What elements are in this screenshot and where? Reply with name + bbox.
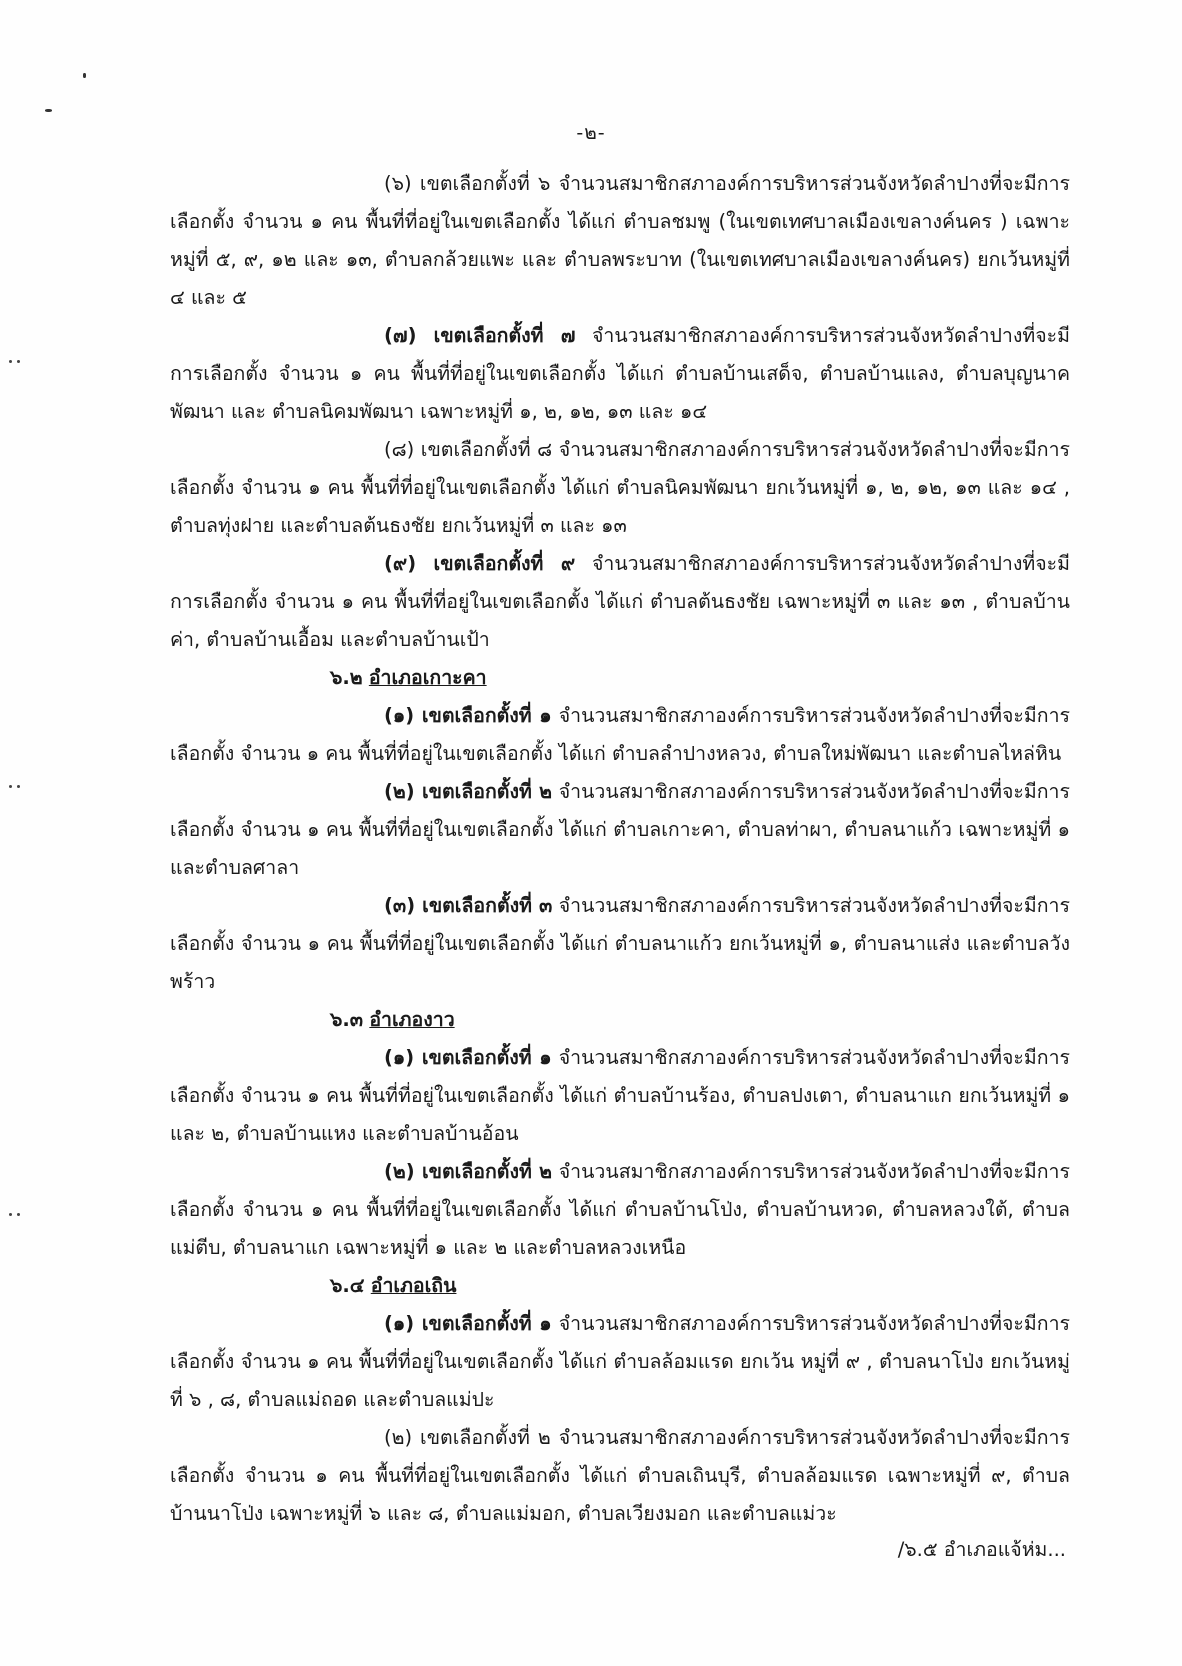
constituency-heading: (๖) เขตเลือกตั้งที่ ๖ xyxy=(384,172,551,195)
constituency-description: จำนวนสมาชิกสภาองค์การบริหารส่วนจังหวัดลำปางที่จะมีการเลือกตั้ง จำนวน ๑ คน พื้นที่ที่อยู่ในเขตเลือกตั้ง ได้แก่ ตำบลบ้านร้อง, ตำบลปงเตา, ตำบลนาแก ยกเว้นหมู่ที่ ๑ และ ๒, ตำบลบ้านแหง และตำบลบ้านอ้อน xyxy=(170,1046,1070,1145)
constituency-description: จำนวนสมาชิกสภาองค์การบริหารส่วนจังหวัดลำปางที่จะมีการเลือกตั้ง จำนวน ๑ คน พื้นที่ที่อยู่ในเขตเลือกตั้ง ได้แก่ ตำบลต้นธงชัย เฉพาะหมู่ที่ ๓ และ ๑๓ , ตำบลบ้านค่า, ตำบลบ้านเอื้อม และตำบลบ้านเป้า xyxy=(170,552,1070,651)
document-body xyxy=(170,165,1070,1533)
constituency-description: จำนวนสมาชิกสภาองค์การบริหารส่วนจังหวัดลำปางที่จะมีการเลือกตั้ง จำนวน ๑ คน พื้นที่ที่อยู่ในเขตเลือกตั้ง ได้แก่ ตำบลนิคมพัฒนา ยกเว้นหมู่ที่ ๑, ๒, ๑๒, ๑๓ และ ๑๔ , ตำบลทุ่งฝาย และตำบลต้นธงชัย ยกเว้นหมู่ที่ ๓ และ ๑๓ xyxy=(170,438,1070,537)
constituency-paragraph xyxy=(170,1039,1070,1153)
district-section-6-4 xyxy=(170,1267,1070,1533)
district-heading xyxy=(170,1001,1070,1039)
constituency-paragraph xyxy=(170,887,1070,1001)
constituency-heading: (๓) เขตเลือกตั้งที่ ๓ xyxy=(384,894,553,917)
constituency-heading: (๒) เขตเลือกตั้งที่ ๒ xyxy=(384,1160,552,1183)
margin-dots xyxy=(9,1213,12,1216)
scan-speck xyxy=(45,109,52,112)
constituency-heading: (๑) เขตเลือกตั้งที่ ๑ xyxy=(384,1312,552,1335)
constituency-description: จำนวนสมาชิกสภาองค์การบริหารส่วนจังหวัดลำปางที่จะมีการเลือกตั้ง จำนวน ๑ คน พื้นที่ที่อยู่ในเขตเลือกตั้ง ได้แก่ ตำบลลำปางหลวง, ตำบลใหม่พัฒนา และตำบลไหล่หิน xyxy=(170,704,1070,765)
constituency-paragraph xyxy=(170,1153,1070,1267)
district-heading xyxy=(170,659,1070,697)
constituency-description: จำนวนสมาชิกสภาองค์การบริหารส่วนจังหวัดลำปางที่จะมีการเลือกตั้ง จำนวน ๑ คน พื้นที่ที่อยู่ในเขตเลือกตั้ง ได้แก่ ตำบลบ้านโป่ง, ตำบลบ้านหวด, ตำบลหลวงใต้, ตำบลแม่ตีบ, ตำบลนาแก เฉพาะหมู่ที่ ๑ และ ๒ และตำบลหลวงเหนือ xyxy=(170,1160,1070,1259)
constituency-paragraph xyxy=(170,317,1070,431)
scan-speck xyxy=(83,73,86,78)
constituency-description: จำนวนสมาชิกสภาองค์การบริหารส่วนจังหวัดลำปางที่จะมีการเลือกตั้ง จำนวน ๑ คน พื้นที่ที่อยู่ในเขตเลือกตั้ง ได้แก่ ตำบลเถินบุรี, ตำบลล้อมแรด เฉพาะหมู่ที่ ๙, ตำบลบ้านนาโป่ง เฉพาะหมู่ที่ ๖ และ ๘, ตำบลแม่มอก, ตำบลเวียงมอก และตำบลแม่วะ xyxy=(170,1426,1070,1525)
margin-dots xyxy=(17,1213,20,1216)
constituency-heading: (๑) เขตเลือกตั้งที่ ๑ xyxy=(384,1046,552,1069)
constituency-paragraph xyxy=(170,697,1070,773)
constituency-heading: (๒) เขตเลือกตั้งที่ ๒ xyxy=(384,1426,551,1449)
margin-dots xyxy=(17,785,20,788)
district-section-6-2 xyxy=(170,659,1070,1001)
constituency-heading: (๘) เขตเลือกตั้งที่ ๘ xyxy=(384,438,553,461)
margin-dots xyxy=(17,360,20,363)
district-name: อำเภองาว xyxy=(369,1008,455,1031)
constituency-heading: (๗) เขตเลือกตั้งที่ ๗ xyxy=(384,324,576,347)
district-number: ๖.๓ xyxy=(330,1008,364,1031)
constituency-paragraph xyxy=(170,1305,1070,1419)
constituency-paragraph xyxy=(170,431,1070,545)
district-section-6-3 xyxy=(170,1001,1070,1267)
district-number: ๖.๒ xyxy=(330,666,363,689)
constituency-description: จำนวนสมาชิกสภาองค์การบริหารส่วนจังหวัดลำปางที่จะมีการเลือกตั้ง จำนวน ๑ คน พื้นที่ที่อยู่ในเขตเลือกตั้ง ได้แก่ ตำบลชมพู (ในเขตเทศบาลเมืองเขลางค์นคร ) เฉพาะหมู่ที่ ๕, ๙, ๑๒ และ ๑๓, ตำบลกล้วยแพะ และ ตำบลพระบาท (ในเขตเทศบาลเมืองเขลางค์นคร) ยกเว้นหมู่ที่ ๔ และ ๕ xyxy=(170,172,1070,309)
district-number: ๖.๔ xyxy=(330,1274,365,1297)
constituency-paragraph xyxy=(170,545,1070,659)
margin-dots xyxy=(9,360,12,363)
district-heading xyxy=(170,1267,1070,1305)
district-section-6-1-continued xyxy=(170,165,1070,659)
constituency-heading: (๒) เขตเลือกตั้งที่ ๒ xyxy=(384,780,552,803)
constituency-paragraph xyxy=(170,1419,1070,1533)
constituency-heading: (๑) เขตเลือกตั้งที่ ๑ xyxy=(384,704,552,727)
constituency-paragraph xyxy=(170,165,1070,317)
district-name: อำเภอเถิน xyxy=(370,1274,457,1297)
constituency-paragraph xyxy=(170,773,1070,887)
constituency-description: จำนวนสมาชิกสภาองค์การบริหารส่วนจังหวัดลำปางที่จะมีการเลือกตั้ง จำนวน ๑ คน พื้นที่ที่อยู่ในเขตเลือกตั้ง ได้แก่ ตำบลล้อมแรด ยกเว้น หมู่ที่ ๙ , ตำบลนาโป่ง ยกเว้นหมู่ที่ ๖ , ๘, ตำบลแม่ถอด และตำบลแม่ปะ xyxy=(170,1312,1070,1411)
constituency-description: จำนวนสมาชิกสภาองค์การบริหารส่วนจังหวัดลำปางที่จะมีการเลือกตั้ง จำนวน ๑ คน พื้นที่ที่อยู่ในเขตเลือกตั้ง ได้แก่ ตำบลเกาะคา, ตำบลท่าผา, ตำบลนาแก้ว เฉพาะหมู่ที่ ๑ และตำบลศาลา xyxy=(170,780,1070,879)
constituency-description: จำนวนสมาชิกสภาองค์การบริหารส่วนจังหวัดลำปางที่จะมีการเลือกตั้ง จำนวน ๑ คน พื้นที่ที่อยู่ในเขตเลือกตั้ง ได้แก่ ตำบลนาแก้ว ยกเว้นหมู่ที่ ๑, ตำบลนาแส่ง และตำบลวังพร้าว xyxy=(170,894,1070,993)
constituency-description: จำนวนสมาชิกสภาองค์การบริหารส่วนจังหวัดลำปางที่จะมีการเลือกตั้ง จำนวน ๑ คน พื้นที่ที่อยู่ในเขตเลือกตั้ง ได้แก่ ตำบลบ้านเสด็จ, ตำบลบ้านแลง, ตำบลบุญนาคพัฒนา และ ตำบลนิคมพัฒนา เฉพาะหมู่ที่ ๑, ๒, ๑๒, ๑๓ และ ๑๔ xyxy=(170,324,1071,423)
page-number: -๒- xyxy=(576,122,606,144)
continuation-note: /๖.๕ อำเภอแจ้ห่ม... xyxy=(897,1538,1066,1561)
constituency-heading: (๙) เขตเลือกตั้งที่ ๙ xyxy=(384,552,576,575)
margin-dots xyxy=(9,785,12,788)
district-name: อำเภอเกาะคา xyxy=(368,666,487,689)
